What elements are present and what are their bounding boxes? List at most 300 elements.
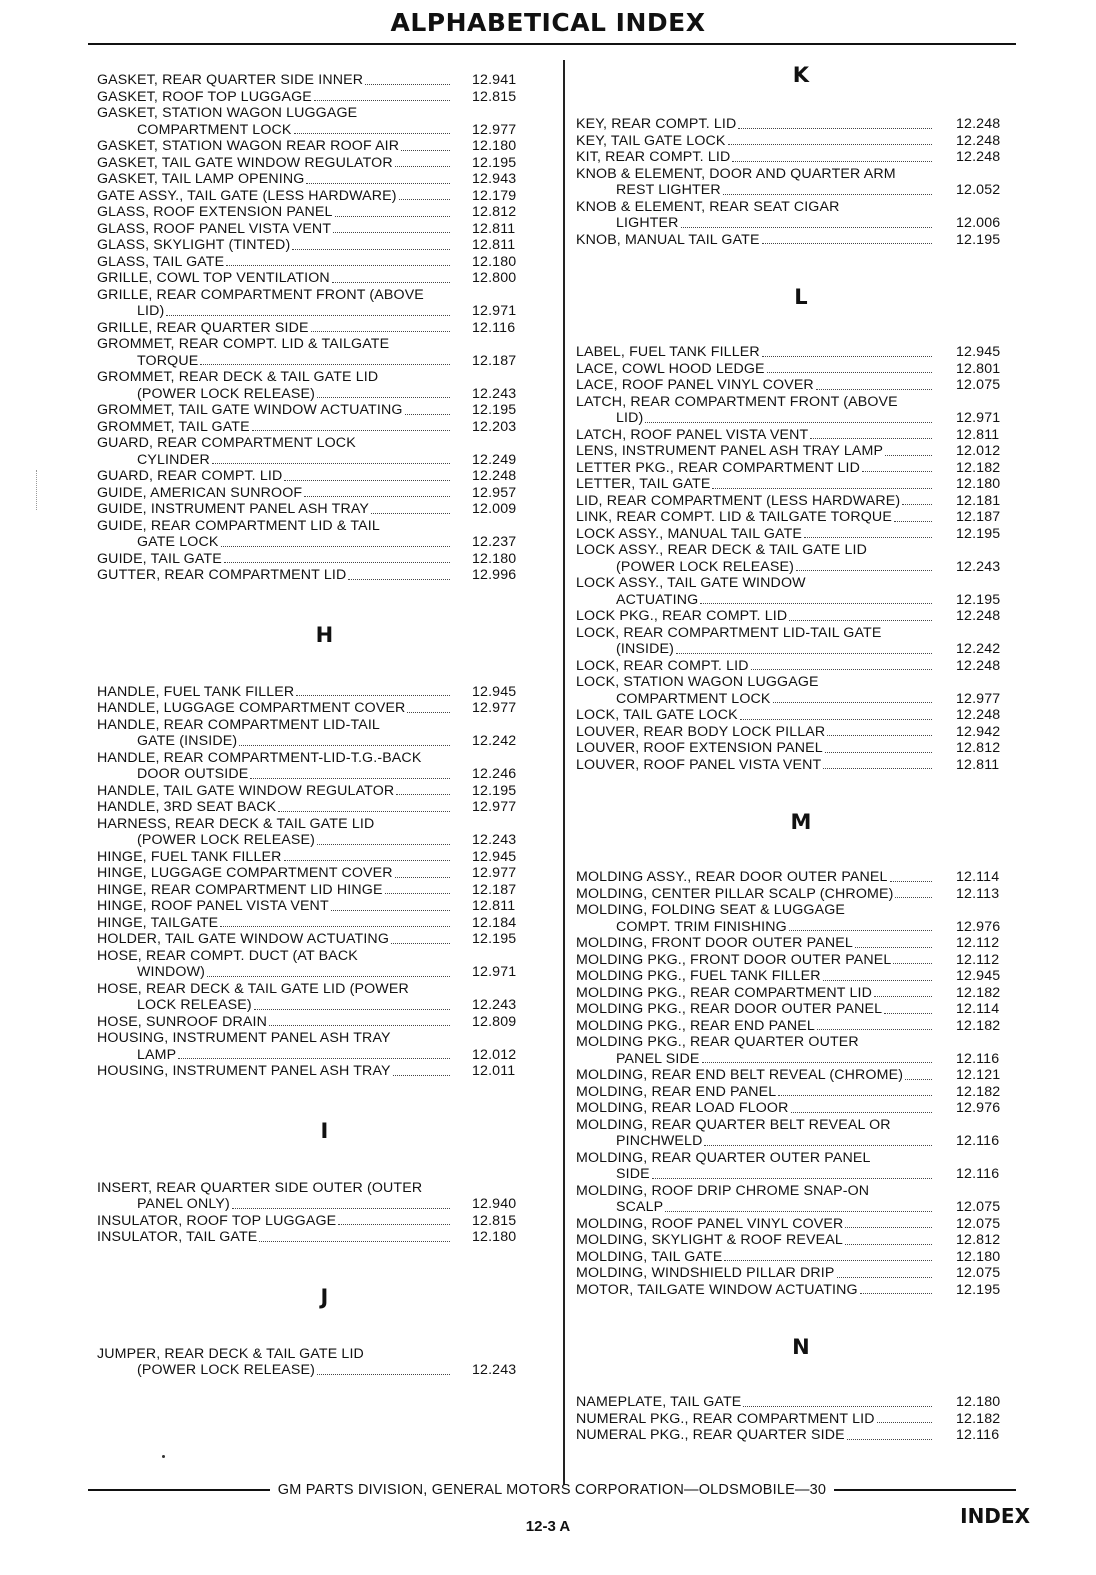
- entry-text: NUMERAL PKG., REAR COMPARTMENT LID: [576, 1410, 875, 1427]
- page-reference: 12.249: [472, 451, 517, 468]
- entry-text: KEY, TAIL GATE LOCK: [576, 132, 726, 149]
- section-heading-h: H: [315, 622, 334, 647]
- page-reference: 12.971: [956, 410, 1001, 426]
- page-reference: 12.180: [956, 1248, 1001, 1265]
- entry-text: MOLDING, FOLDING SEAT & LUGGAGE: [576, 902, 846, 918]
- entry-text: GLASS, ROOF EXTENSION PANEL: [97, 204, 333, 220]
- dot-leader: [702, 1062, 933, 1063]
- index-entry: [576, 1394, 1026, 1411]
- index-entry: [576, 968, 1026, 985]
- index-entry: [576, 1001, 1026, 1018]
- index-entry: [576, 1265, 1026, 1282]
- index-entry: [97, 915, 552, 932]
- dot-leader: [723, 194, 932, 195]
- page-reference: 12.801: [956, 360, 1001, 377]
- entry-text: LID): [137, 303, 165, 319]
- entry-text: (POWER LOCK RELEASE): [137, 1362, 316, 1378]
- dot-leader: [221, 546, 450, 547]
- entry-text: MOLDING, REAR QUARTER OUTER PANEL: [576, 1149, 871, 1166]
- dot-leader: [335, 216, 450, 217]
- dot-leader: [365, 84, 450, 85]
- entry-text: LETTER, TAIL GATE: [576, 476, 711, 492]
- index-entry: [97, 882, 552, 899]
- index-entry: [97, 931, 552, 948]
- entry-text: INSERT, REAR QUARTER SIDE OUTER (OUTER: [97, 1179, 423, 1196]
- dot-leader: [284, 860, 450, 861]
- dot-leader: [645, 422, 932, 423]
- entry-text: GATE ASSY., TAIL GATE (LESS HARDWARE): [97, 187, 397, 204]
- page-reference: 12.113: [956, 885, 1000, 902]
- dot-leader: [762, 243, 932, 244]
- dot-leader: [884, 1013, 932, 1014]
- index-entry: [97, 89, 552, 106]
- index-entry: [576, 575, 1026, 608]
- entry-text: GROMMET, TAIL GATE WINDOW ACTUATING: [97, 402, 403, 418]
- index-entry: [97, 816, 552, 849]
- dot-leader: [278, 811, 450, 812]
- page-reference: 12.812: [956, 740, 1001, 756]
- dot-leader: [676, 653, 932, 654]
- entry-text: GUIDE, AMERICAN SUNROOF: [97, 484, 303, 501]
- index-entry: [576, 133, 1026, 150]
- page-reference: 12.180: [956, 1394, 1001, 1410]
- index-entry: [97, 783, 552, 800]
- dot-leader: [700, 603, 932, 604]
- page-reference: 12.112: [956, 935, 1000, 951]
- page-reference: 12.187: [472, 881, 517, 898]
- page-number: 12-3 A: [525, 1518, 571, 1535]
- entry-text: GASKET, REAR QUARTER SIDE INNER: [97, 72, 364, 88]
- index-entry: [576, 724, 1026, 741]
- dot-leader: [385, 893, 450, 894]
- dot-leader: [855, 947, 932, 948]
- index-entry: [97, 72, 552, 89]
- entry-text: GUIDE, INSTRUMENT PANEL ASH TRAY: [97, 501, 370, 517]
- entry-text: GASKET, TAIL GATE WINDOW REGULATOR: [97, 154, 393, 171]
- page-reference: 12.011: [472, 1063, 516, 1079]
- entry-text: GROMMET, TAIL GATE: [97, 418, 250, 435]
- index-entry: [576, 1018, 1026, 1035]
- index-entry: [576, 542, 1026, 575]
- index-entry: [576, 608, 1026, 625]
- page-reference: 12.812: [956, 1232, 1001, 1248]
- page-reference: 12.943: [472, 171, 517, 187]
- page-reference: 12.248: [472, 468, 517, 484]
- page-reference: 12.941: [472, 72, 517, 88]
- index-entry: [97, 717, 552, 750]
- dot-leader: [893, 963, 932, 964]
- page-reference: 12.114: [956, 1001, 1000, 1017]
- entry-text: COMPARTMENT LOCK: [137, 121, 292, 138]
- entry-text: HOUSING, INSTRUMENT PANEL ASH TRAY: [97, 1063, 391, 1079]
- entry-text: MOLDING ASSY., REAR DOOR OUTER PANEL: [576, 869, 888, 885]
- dot-leader: [304, 496, 450, 497]
- entry-text: LOCK, REAR COMPARTMENT LID-TAIL GATE: [576, 624, 882, 641]
- dot-leader: [391, 943, 450, 944]
- dot-leader: [895, 897, 932, 898]
- entry-text: HOSE, SUNROOF DRAIN: [97, 1013, 267, 1030]
- index-entry: [576, 394, 1026, 427]
- entry-text: GROMMET, REAR COMPT. LID & TAILGATE: [97, 336, 390, 352]
- index-entry: [97, 287, 552, 320]
- entry-text: LETTER PKG., REAR COMPARTMENT LID: [576, 459, 861, 476]
- entry-text: (INSIDE): [616, 641, 674, 657]
- entry-text: NUMERAL PKG., REAR QUARTER SIDE: [576, 1427, 845, 1443]
- section-heading-j: J: [320, 1284, 329, 1309]
- index-entry: [576, 427, 1026, 444]
- dot-leader: [837, 1277, 933, 1278]
- page-reference: 12.248: [956, 132, 1001, 149]
- entry-text: GUIDE, TAIL GATE: [97, 550, 222, 567]
- entry-text: (POWER LOCK RELEASE): [137, 385, 316, 402]
- dot-leader: [810, 438, 932, 439]
- page-reference: 12.195: [472, 402, 517, 418]
- entry-text: LIGHTER: [616, 215, 679, 231]
- index-entry: [576, 886, 1026, 903]
- index-entry: [576, 935, 1026, 952]
- index-entry: [97, 1030, 552, 1063]
- entry-text: LOCK ASSY., MANUAL TAIL GATE: [576, 525, 803, 542]
- index-entry: [97, 402, 552, 419]
- dot-leader: [220, 926, 450, 927]
- dot-leader: [250, 778, 450, 779]
- page-reference: 12.181: [956, 492, 1001, 509]
- page-reference: 12.187: [956, 509, 1001, 525]
- entry-text: SIDE: [616, 1166, 650, 1182]
- index-entry: [97, 1346, 552, 1379]
- dot-leader: [827, 735, 932, 736]
- entry-text: MOLDING, REAR LOAD FLOOR: [576, 1100, 789, 1116]
- dot-leader: [200, 364, 450, 365]
- entry-text: GUARD, REAR COMPARTMENT LOCK: [97, 435, 356, 451]
- index-entry: [97, 369, 552, 402]
- section-heading-i: I: [320, 1118, 329, 1143]
- index-entry: [576, 1150, 1026, 1183]
- page-reference: 12.009: [472, 501, 517, 517]
- entry-text: LACE, ROOF PANEL VINYL COVER: [576, 377, 814, 393]
- page-reference: 12.957: [472, 484, 517, 501]
- dot-leader: [269, 1025, 450, 1026]
- page-reference: 12.811: [956, 756, 1000, 773]
- entry-text: LOCK PKG., REAR COMPT. LID: [576, 608, 788, 624]
- entry-text: MOLDING PKG., REAR QUARTER OUTER: [576, 1034, 859, 1050]
- footer: [88, 1482, 1016, 1498]
- page-reference: 12.977: [472, 865, 517, 881]
- index-entry: [576, 493, 1026, 510]
- entry-text: LATCH, ROOF PANEL VISTA VENT: [576, 426, 809, 443]
- dot-leader: [399, 199, 450, 200]
- dot-leader: [332, 282, 450, 283]
- entry-text: LOUVER, ROOF EXTENSION PANEL: [576, 740, 823, 756]
- dot-leader: [212, 463, 450, 464]
- dot-leader: [890, 881, 932, 882]
- index-entry: [97, 898, 552, 915]
- entry-text: LID): [616, 410, 644, 426]
- page-reference: 12.052: [956, 182, 1001, 198]
- page-reference: 12.942: [956, 723, 1001, 740]
- dot-leader: [712, 488, 932, 489]
- index-entry: [576, 377, 1026, 394]
- index-entry: [97, 1213, 552, 1230]
- entry-text: GLASS, SKYLIGHT (TINTED): [97, 237, 291, 253]
- dot-leader: [178, 1058, 450, 1059]
- entry-text: MOLDING, WINDSHIELD PILLAR DRIP: [576, 1265, 835, 1281]
- page-reference: 12.945: [472, 683, 517, 700]
- index-entry: [97, 551, 552, 568]
- entry-text: NAMEPLATE, TAIL GATE: [576, 1394, 742, 1410]
- dot-leader: [306, 183, 450, 184]
- entry-text: HANDLE, REAR COMPARTMENT LID-TAIL: [97, 716, 380, 733]
- page-reference: 12.812: [472, 204, 517, 220]
- page-reference: 12.977: [472, 799, 517, 815]
- entry-text: HANDLE, LUGGAGE COMPARTMENT COVER: [97, 700, 406, 716]
- page-reference: 12.195: [472, 154, 517, 171]
- page-reference: 12.075: [956, 1265, 1001, 1281]
- entry-text: WINDOW): [137, 964, 206, 980]
- entry-text: LOCK, REAR COMPT. LID: [576, 657, 749, 674]
- dot-leader: [796, 570, 932, 571]
- entry-text: MOLDING, REAR END PANEL: [576, 1083, 777, 1100]
- page-reference: 12.248: [956, 707, 1001, 723]
- index-entry: [576, 361, 1026, 378]
- entry-text: HOSE, REAR DECK & TAIL GATE LID (POWER: [97, 980, 409, 997]
- page-reference: 12.243: [472, 385, 517, 402]
- index-entry: [97, 700, 552, 717]
- dot-leader: [338, 1224, 450, 1225]
- page-reference: 12.180: [956, 476, 1001, 492]
- entry-text: MOLDING, REAR QUARTER BELT REVEAL OR: [576, 1116, 891, 1133]
- page-reference: 12.976: [956, 918, 1001, 935]
- dot-leader: [789, 620, 932, 621]
- index-entry: [97, 567, 552, 584]
- entry-text: TORQUE: [137, 352, 199, 369]
- index-entry: [97, 254, 552, 271]
- index-entry: [576, 232, 1026, 249]
- dot-leader: [311, 331, 450, 332]
- page-reference: 12.977: [472, 121, 517, 138]
- dot-leader: [292, 249, 450, 250]
- entry-text: LOCK, STATION WAGON LUGGAGE: [576, 674, 819, 690]
- entry-text: HINGE, LUGGAGE COMPARTMENT COVER: [97, 865, 393, 881]
- entry-text: PANEL ONLY): [137, 1196, 230, 1212]
- entry-text: GUARD, REAR COMPT. LID: [97, 468, 283, 484]
- index-entry: [576, 625, 1026, 658]
- dot-leader: [317, 397, 450, 398]
- dot-leader: [762, 356, 932, 357]
- dot-leader: [395, 166, 450, 167]
- index-entry: [576, 344, 1026, 361]
- dot-leader: [778, 1095, 932, 1096]
- dot-leader: [902, 504, 932, 505]
- dot-leader: [166, 315, 450, 316]
- dot-leader: [252, 430, 450, 431]
- entry-text: LACE, COWL HOOD LEDGE: [576, 360, 765, 377]
- page-reference: 12.243: [472, 997, 517, 1013]
- page-reference: 12.811: [472, 220, 516, 237]
- page-reference: 12.945: [472, 848, 517, 865]
- page-reference: 12.809: [472, 1013, 517, 1030]
- dot-leader: [226, 265, 450, 266]
- entry-text: GLASS, TAIL GATE: [97, 253, 225, 270]
- index-entry: [576, 149, 1026, 166]
- page-reference: 12.242: [472, 733, 517, 749]
- section-label: INDEX: [960, 1504, 1030, 1528]
- entry-text: LOCK ASSY., TAIL GATE WINDOW: [576, 575, 806, 591]
- dot-leader: [767, 372, 932, 373]
- dot-leader: [862, 471, 932, 472]
- page-reference: 12.996: [472, 567, 517, 583]
- dot-leader: [791, 1112, 932, 1113]
- entry-text: HOUSING, INSTRUMENT PANEL ASH TRAY: [97, 1030, 391, 1046]
- index-entry: [97, 105, 552, 138]
- entry-text: (POWER LOCK RELEASE): [616, 558, 795, 575]
- page-reference: 12.811: [472, 237, 516, 253]
- scan-mark: [36, 470, 38, 510]
- index-entry: [576, 1117, 1026, 1150]
- index-entry: [576, 985, 1026, 1002]
- dot-leader: [314, 100, 450, 101]
- index-entry: [97, 336, 552, 369]
- page-reference: 12.116: [472, 319, 516, 336]
- index-entry: [97, 1229, 552, 1246]
- index-entry: [97, 1180, 552, 1213]
- entry-text: GRILLE, REAR QUARTER SIDE: [97, 319, 309, 336]
- dot-leader: [825, 752, 932, 753]
- dot-leader: [296, 695, 450, 696]
- page-reference: 12.180: [472, 550, 517, 567]
- dot-leader: [401, 150, 450, 151]
- entry-text: HINGE, ROOF PANEL VISTA VENT: [97, 898, 329, 914]
- index-entry: [97, 981, 552, 1014]
- page-reference: 12.242: [956, 641, 1001, 657]
- page-reference: 12.237: [472, 534, 517, 550]
- page-reference: 12.246: [472, 766, 517, 782]
- page-reference: 12.116: [956, 1050, 1000, 1067]
- dot-leader: [894, 521, 932, 522]
- page-reference: 12.112: [956, 951, 1000, 968]
- dot-leader: [333, 232, 450, 233]
- page-reference: 12.977: [956, 690, 1001, 707]
- index-entry: [576, 1411, 1026, 1428]
- entry-text: HOSE, REAR COMPT. DUCT (AT BACK: [97, 947, 358, 964]
- index-entry: [97, 485, 552, 502]
- dot-leader: [743, 1406, 932, 1407]
- page-reference: 12.116: [956, 1166, 1000, 1182]
- page-reference: 12.012: [956, 443, 1001, 459]
- index-entry: [576, 1183, 1026, 1216]
- dot-leader: [232, 1208, 450, 1209]
- entry-text: SCALP: [616, 1199, 664, 1215]
- dot-leader: [294, 133, 450, 134]
- index-entry: [576, 1100, 1026, 1117]
- index-entry: [576, 476, 1026, 493]
- page-reference: 12.121: [956, 1067, 1001, 1083]
- page-reference: 12.182: [956, 1083, 1001, 1100]
- dot-leader: [724, 1260, 932, 1261]
- index-entry: [97, 270, 552, 287]
- page-reference: 12.243: [472, 832, 517, 848]
- entry-text: GATE (INSIDE): [137, 733, 238, 749]
- entry-text: KNOB & ELEMENT, DOOR AND QUARTER ARM: [576, 165, 896, 182]
- index-entry: [576, 952, 1026, 969]
- dot-leader: [773, 702, 932, 703]
- index-entry: [576, 166, 1026, 199]
- entry-text: MOLDING, ROOF DRIP CHROME SNAP-ON: [576, 1182, 870, 1199]
- page-reference: 12.195: [956, 231, 1001, 248]
- dot-leader: [371, 513, 450, 514]
- dot-leader: [348, 579, 450, 580]
- entry-text: GASKET, STATION WAGON LUGGAGE: [97, 105, 358, 121]
- index-entry: [576, 707, 1026, 724]
- page-reference: 12.180: [472, 253, 517, 270]
- dot-leader: [905, 1079, 932, 1080]
- index-entry: [97, 221, 552, 238]
- entry-text: MOLDING, ROOF PANEL VINYL COVER: [576, 1215, 844, 1232]
- dot-leader: [823, 768, 932, 769]
- dot-leader: [845, 1227, 932, 1228]
- page-reference: 12.116: [956, 1427, 1000, 1443]
- index-entry: [97, 1014, 552, 1031]
- dot-leader: [860, 1293, 932, 1294]
- index-entry: [576, 460, 1026, 477]
- dot-leader: [816, 389, 932, 390]
- page-reference: 12.971: [472, 303, 517, 319]
- index-entry: [576, 199, 1026, 232]
- dot-leader: [728, 144, 932, 145]
- index-entry: [576, 1282, 1026, 1299]
- footer-rule-right: [834, 1489, 1016, 1491]
- page-reference: 12.075: [956, 1199, 1001, 1215]
- index-entry: [576, 1249, 1026, 1266]
- entry-text: LOUVER, REAR BODY LOCK PILLAR: [576, 723, 826, 740]
- page-reference: 12.075: [956, 377, 1001, 393]
- page-reference: 12.811: [472, 898, 516, 914]
- entry-text: LOCK, TAIL GATE LOCK: [576, 707, 738, 723]
- entry-text: HINGE, TAILGATE: [97, 914, 219, 931]
- entry-text: MOLDING PKG., FRONT DOOR OUTER PANEL: [576, 951, 892, 968]
- page-reference: 12.182: [956, 459, 1001, 476]
- index-entry: [97, 204, 552, 221]
- dot-leader: [254, 1009, 450, 1010]
- page-reference: 12.195: [956, 525, 1001, 542]
- entry-text: GRILLE, COWL TOP VENTILATION: [97, 270, 330, 286]
- page-reference: 12.116: [956, 1133, 1000, 1149]
- page-reference: 12.195: [956, 1281, 1001, 1298]
- entry-text: ACTUATING: [616, 591, 699, 608]
- dot-leader: [874, 996, 932, 997]
- index-entry: [576, 443, 1026, 460]
- dot-leader: [652, 1178, 932, 1179]
- entry-text: HOLDER, TAIL GATE WINDOW ACTUATING: [97, 931, 390, 947]
- page-reference: 12.182: [956, 1017, 1001, 1034]
- index-entry: [576, 1216, 1026, 1233]
- section-heading-k: K: [792, 63, 810, 87]
- index-entry: [97, 865, 552, 882]
- dot-leader: [845, 1244, 932, 1245]
- entry-text: LABEL, FUEL TANK FILLER: [576, 344, 760, 360]
- page-reference: 12.114: [956, 869, 1000, 885]
- index-entry: [97, 948, 552, 981]
- page-reference: 12.800: [472, 270, 517, 286]
- page-reference: 12.203: [472, 418, 517, 435]
- index-entry: [576, 1034, 1026, 1067]
- page-reference: 12.180: [472, 138, 517, 154]
- entry-text: HANDLE, 3RD SEAT BACK: [97, 799, 277, 815]
- entry-text: PINCHWELD: [616, 1133, 703, 1149]
- entry-text: MOLDING PKG., REAR DOOR OUTER PANEL: [576, 1001, 883, 1017]
- entry-text: KNOB & ELEMENT, REAR SEAT CIGAR: [576, 198, 840, 215]
- dot-leader: [396, 794, 450, 795]
